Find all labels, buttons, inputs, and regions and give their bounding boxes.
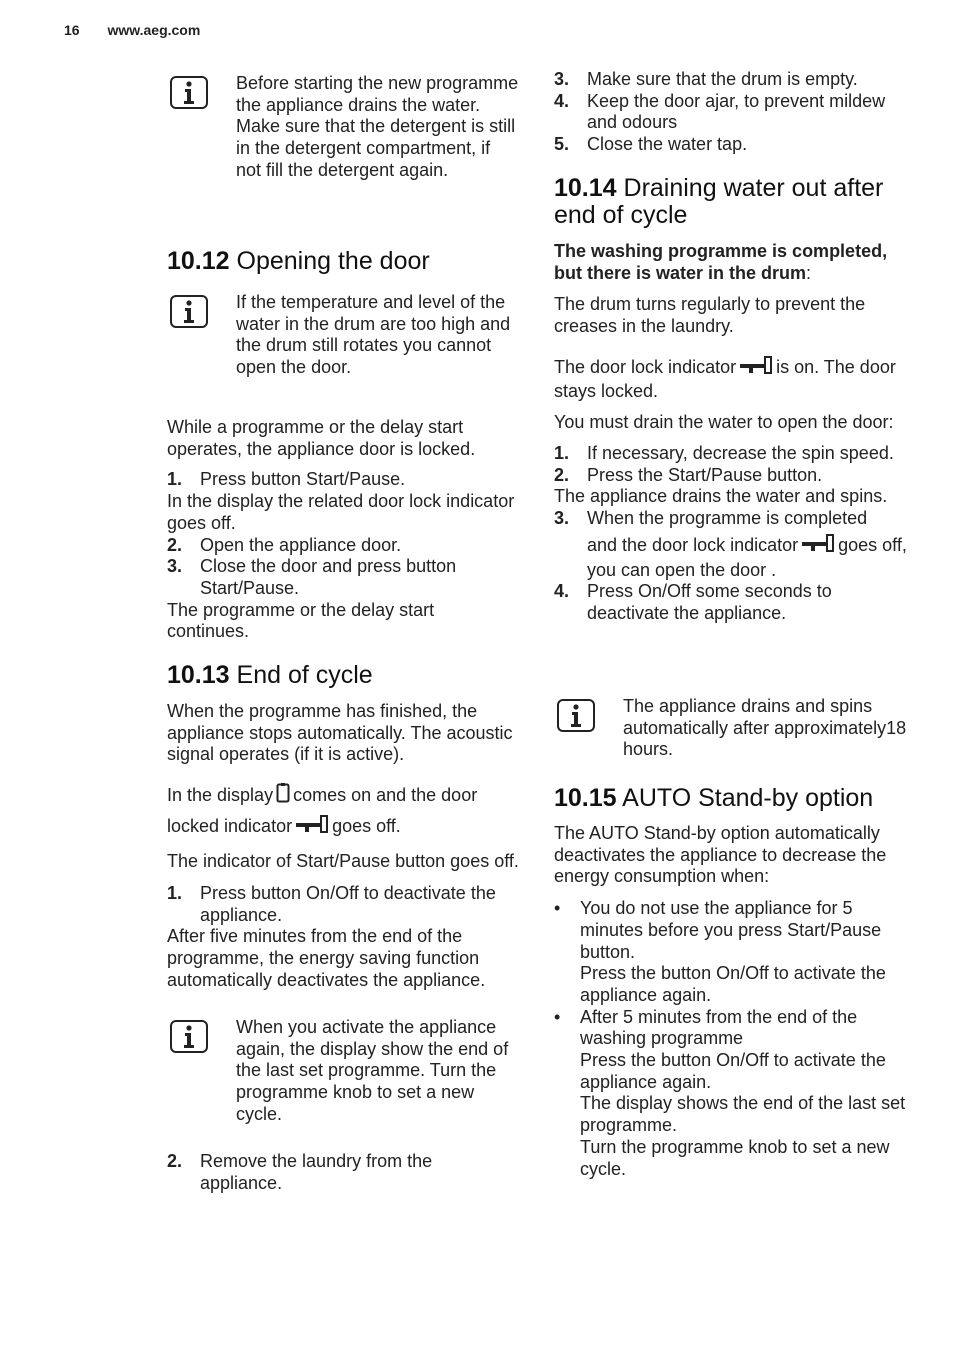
- info-note: [167, 292, 519, 379]
- drum-display-icon: [276, 783, 290, 812]
- bullet-item: • After 5 minutes from the end of the washing programme Press the button On/Off to activate the appliance again. The display shows the end of the last set programme. Turn the programme knob to set a new cycle.: [554, 1006, 906, 1179]
- list-item: 5. Close the water tap.: [554, 134, 748, 155]
- website-url: www.aeg.com: [107, 22, 201, 38]
- list-item: 4. Press On/Off some seconds to deactivate the appliance.: [554, 581, 832, 624]
- section-title-10-15: 10.15 AUTO Stand-by option: [554, 784, 874, 812]
- paragraph: The AUTO Stand-by option automatically deactivates the appliance to decrease the energy consumption when:: [554, 823, 887, 887]
- section-title-10-14: 10.14 Draining water out after end of cycle: [554, 174, 884, 229]
- list-item: 3. Make sure that the drum is empty.: [554, 69, 858, 89]
- paragraph: The indicator of Start/Pause button goes off.: [167, 851, 519, 872]
- door-lock-icon: [801, 533, 835, 559]
- info-icon: [557, 699, 595, 732]
- page-header: [64, 22, 224, 38]
- bullet-item: • You do not use the appliance for 5 minutes before you press Start/Pause button. Press the button On/Off to activate the appliance again.: [554, 898, 886, 1005]
- list-item: 2. Remove the laundry from the appliance.: [167, 1151, 433, 1193]
- info-note-text: When you activate the appliance again, the display show the end of the last set programme. Turn the programme knob to set a new cycle.: [236, 1017, 509, 1124]
- info-note-text: If the temperature and level of the water in the drum are too high and the drum still rotates you cannot open the door.: [236, 292, 511, 378]
- info-note-text: The appliance drains and spins automatically after approximately18 hours.: [623, 696, 907, 760]
- paragraph: The washing programme is completed, but there is water in the drum:: [554, 241, 888, 283]
- list-item: 2. Press the Start/Pause button.: [554, 464, 823, 485]
- list-item: 3. Close the door and press button Start/Pause.: [167, 556, 457, 598]
- paragraph: In the display comes on and the door locked indicator goes off.: [167, 781, 519, 843]
- info-note: [554, 696, 910, 761]
- list-item: 1. Press button Start/Pause.: [167, 469, 406, 490]
- list-item: 3. When the programme is completed and the door lock indicator goes off, you can open the door .: [554, 508, 907, 580]
- paragraph: In the display the related door lock indicator goes off.: [167, 491, 515, 533]
- info-note: [167, 1017, 519, 1126]
- list-item: 4. Keep the door ajar, to prevent mildew and odours: [554, 90, 886, 133]
- info-icon: [170, 76, 208, 109]
- list-item: 1. Press button On/Off to deactivate the appliance.: [167, 882, 496, 925]
- paragraph: The programme or the delay start continues.: [167, 599, 435, 642]
- paragraph: The drum turns regularly to prevent the creases in the laundry.: [554, 294, 866, 337]
- paragraph: The door lock indicator is on. The door stays locked.: [554, 356, 896, 401]
- paragraph: After five minutes from the end of the programme, the energy saving function automatically deactivates the appliance.: [167, 926, 486, 990]
- paragraph: You must drain the water to open the door:: [554, 412, 894, 433]
- paragraph: When the programme has finished, the appliance stops automatically. The acoustic signal operates (if it is active).: [167, 701, 513, 765]
- door-lock-icon: [739, 355, 773, 381]
- door-lock-icon: [295, 814, 329, 843]
- info-icon: [170, 1020, 208, 1053]
- paragraph: While a programme or the delay start operates, the appliance door is locked.: [167, 417, 476, 459]
- paragraph: The appliance drains the water and spins.: [554, 486, 888, 507]
- info-note: [167, 73, 519, 182]
- info-note-text: Before starting the new programme the appliance drains the water. Make sure that the detergent is still in the detergent compartment, if not fill the detergent again.: [236, 73, 519, 180]
- section-title-10-12: 10.12 Opening the door: [167, 247, 430, 275]
- page-number: 16: [64, 22, 80, 38]
- section-title-10-13: 10.13 End of cycle: [167, 661, 373, 689]
- info-icon: [170, 295, 208, 328]
- list-item: 2. Open the appliance door.: [167, 534, 402, 555]
- list-item: 1. If necessary, decrease the spin speed.: [554, 442, 894, 463]
